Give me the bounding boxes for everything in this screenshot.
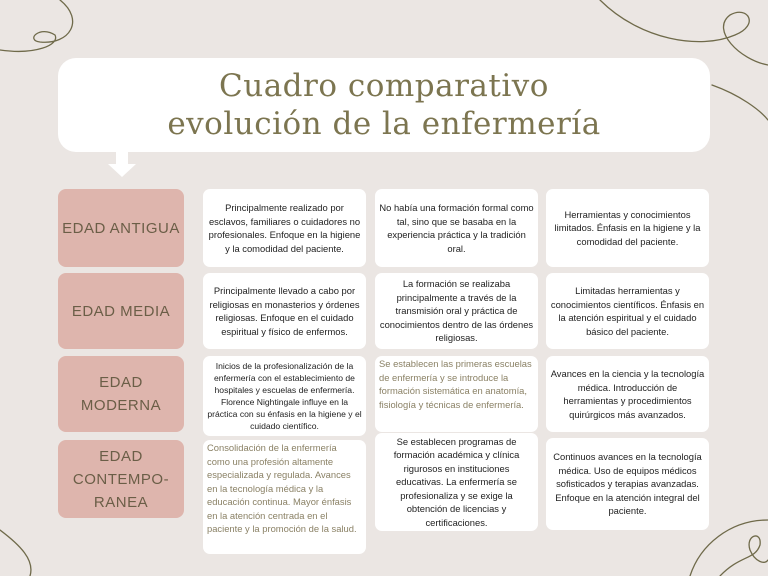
- deco-line-top-right: [600, 0, 768, 65]
- cell-text: No había una formación formal como tal, sino que se basaba en la experiencia práctica y la tradición oral.: [379, 202, 534, 254]
- cell-text: Herramientas y conocimientos limitados. Énfasis en la higiene y la comodidad del paciente.: [554, 208, 701, 247]
- era-label-antigua: [58, 189, 184, 267]
- era-text-line-3: RANEA: [93, 493, 149, 511]
- down-arrow-icon: [108, 152, 136, 178]
- era-text-line-2: MODERNA: [80, 397, 162, 414]
- era-text-line-1: EDAD: [99, 374, 143, 391]
- era-text: EDAD MEDIA: [71, 302, 171, 320]
- era-text-line-2: CONTEMPO-: [72, 470, 170, 488]
- cell-text: Avances en la ciencia y la tecnología médica. Introducción de herramientas y procedimientos quirúrgicos más avanzados.: [550, 368, 705, 420]
- era-text-line-1: EDAD: [99, 447, 143, 465]
- deco-line-bottom-left: [0, 530, 31, 576]
- title-box: [58, 58, 710, 152]
- cell-text: Limitadas herramientas y conocimientos científicos. Énfasis en la atención espiritual y el cuidado básico del paciente.: [550, 285, 705, 337]
- era-text: EDAD ANTIGUA: [62, 219, 180, 237]
- era-label-media: [58, 273, 184, 349]
- cell-text: Continuos avances en la tecnología médica. Uso de equipos médicos sofisticados y terapias avanzadas. Enfoque en la atención integral del paciente.: [553, 451, 702, 517]
- deco-line-top-left: [0, 0, 73, 51]
- title-line-2: evolución de la enfermería: [167, 106, 601, 142]
- table-cell: [375, 273, 538, 349]
- cell-text: Se establecen programas de formación académica y clínica rigurosos en instituciones educativas. La enfermería se profesionaliza y se exige la obtención de licencias y certificaciones.: [393, 435, 520, 528]
- table-cell: [203, 273, 366, 349]
- table-cell: [375, 189, 538, 267]
- table-cell: [546, 356, 709, 432]
- table-cell: [546, 438, 709, 530]
- deco-line-right: [712, 85, 768, 120]
- cell-text: Consolidación de la enfermería como una profesión altamente especializada y regulada. Avances en la tecnología médica y la educación continua. Mayor énfasis en la atención centrada en el paciente y la promoción de la salud.: [207, 442, 357, 534]
- table-cell: [203, 189, 366, 267]
- table-cell: [546, 273, 709, 349]
- table-cell: [546, 189, 709, 267]
- title-line-1: Cuadro comparativo: [219, 68, 549, 104]
- cell-text: La formación se realizaba principalmente a través de la transmisión oral y práctica de conocimientos dentro de las órdenes religiosas.: [379, 278, 534, 344]
- cell-text: Principalmente llevado a cabo por religiosas en monasterios y órdenes religiosas. Enfoque en el cuidado espiritual y físico de enfermos.: [209, 285, 360, 337]
- era-label-moderna: [58, 356, 184, 432]
- cell-text: Se establecen las primeras escuelas de enfermería y se introduce la formación sistemática en anatomía, fisiología y técnicas de enfermería.: [379, 358, 532, 410]
- table-cell: [203, 356, 366, 436]
- cell-text: Inicios de la profesionalización de la enfermería con el establecimiento de hospitales y escuelas de enfermería. Florence Nightingale influye en la práctica con su énfasis en la higiene y el cuidado científico.: [207, 361, 362, 431]
- cell-text: Principalmente realizado por esclavos, familiares o cuidadores no profesionales. Enfoque en la higiene y la comodidad del paciente.: [208, 202, 361, 254]
- table-cell: [375, 356, 538, 432]
- table-cell: [203, 440, 366, 554]
- era-label-contemporanea: [58, 440, 184, 518]
- table-cell: [375, 433, 538, 531]
